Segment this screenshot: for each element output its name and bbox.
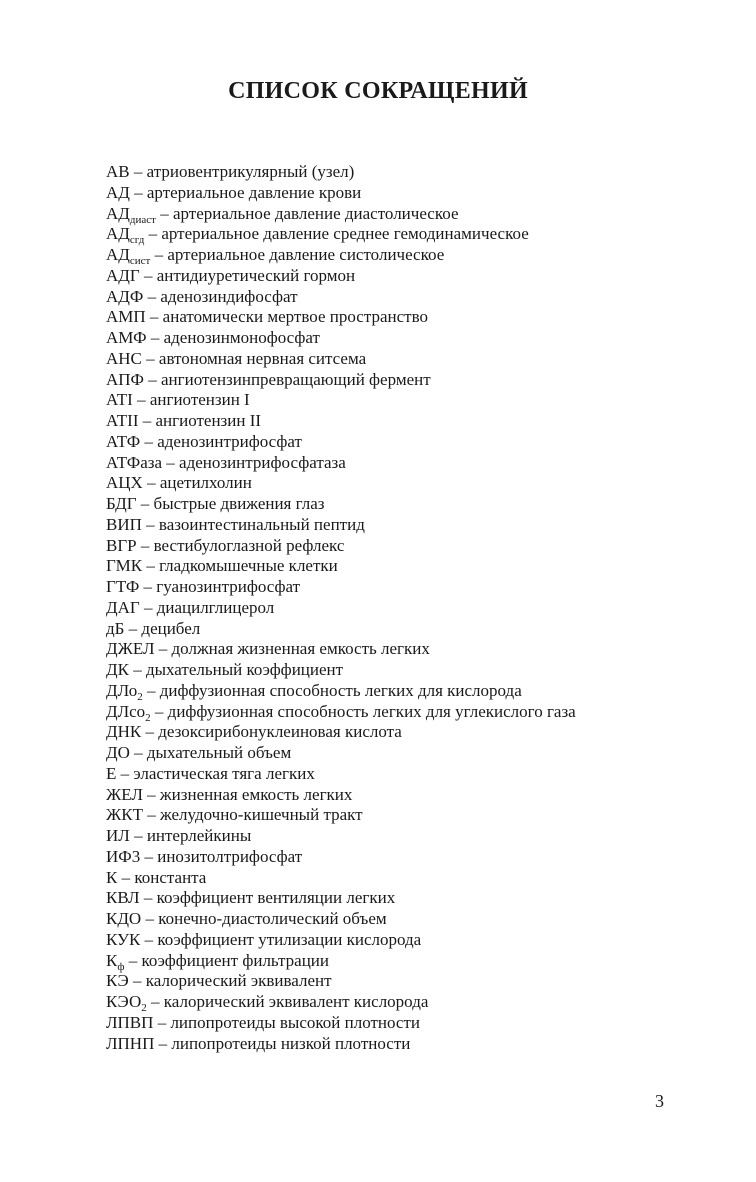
abbreviation-term: ДЛсо	[106, 701, 146, 721]
dash-separator: –	[129, 162, 147, 181]
abbreviation-definition: жизненная емкость легких	[159, 784, 353, 804]
abbreviation-definition: быстрые движения глаз	[153, 494, 325, 513]
abbreviation-definition: аденозинмонофосфат	[163, 328, 320, 347]
abbreviation-term: ДЛо	[106, 680, 138, 700]
abbreviation-entry	[106, 951, 706, 972]
abbreviation-entry	[106, 245, 706, 266]
abbreviation-definition: коэффициент утилизации кислорода	[157, 929, 422, 949]
abbreviation-definition: эластическая тяга легких	[133, 763, 315, 783]
abbreviation-definition: ангиотензин I	[149, 390, 250, 410]
abbreviation-term: ЛПНП	[106, 1033, 155, 1053]
abbreviation-term: АВ	[106, 162, 130, 181]
abbreviation-entry	[106, 785, 706, 806]
abbreviation-definition: ацетилхолин	[159, 473, 252, 493]
dash-separator: –	[150, 245, 168, 264]
abbreviation-definition: аденозинтрифосфат	[157, 431, 302, 451]
dash-separator: –	[155, 203, 173, 223]
dash-separator: –	[143, 369, 161, 389]
abbreviation-entry	[106, 598, 706, 619]
dash-separator: –	[146, 328, 164, 347]
page-number: 3	[655, 1091, 664, 1111]
dash-separator: –	[129, 743, 147, 762]
dash-separator: –	[140, 929, 158, 949]
dash-separator: –	[142, 473, 160, 493]
abbreviation-definition: коэффициент вентиляции легких	[156, 888, 396, 908]
dash-separator: –	[124, 618, 142, 638]
dash-separator: –	[142, 784, 160, 804]
abbreviation-entry	[106, 702, 706, 723]
abbreviation-term: АДГ	[106, 265, 140, 285]
abbreviation-definition: константа	[134, 867, 207, 887]
abbreviation-entry	[106, 328, 706, 349]
abbreviation-term: АД	[106, 245, 130, 264]
abbreviation-definition: диацилглицерол	[156, 597, 275, 617]
dash-separator: –	[141, 348, 159, 368]
abbreviation-term: АМП	[106, 307, 146, 327]
abbreviation-entry	[106, 660, 706, 681]
abbreviation-definition: артериальное давление крови	[146, 182, 362, 202]
abbreviation-subscript: диаст	[129, 213, 156, 226]
abbreviation-definition: децибел	[141, 618, 201, 638]
dash-separator: –	[142, 680, 160, 700]
abbreviation-entry	[106, 1013, 706, 1034]
abbreviation-term: КВЛ	[106, 888, 140, 908]
abbreviation-definition: ангиотензинпревращающий фермент	[160, 369, 431, 389]
dash-separator: –	[153, 1012, 171, 1032]
abbreviation-definition: дезоксирибонуклеиновая кислота	[158, 722, 402, 742]
dash-separator: –	[124, 950, 142, 970]
abbreviation-definition: антидиуретический гормон	[156, 265, 356, 285]
abbreviation-definition: вазоинтестинальный пептид	[158, 514, 365, 534]
abbreviation-term: Е	[106, 763, 117, 783]
abbreviation-term: АНС	[106, 348, 142, 368]
abbreviation-entry	[106, 349, 706, 370]
abbreviation-entry	[106, 888, 706, 909]
dash-separator: –	[136, 494, 154, 513]
abbreviation-entry	[106, 432, 706, 453]
abbreviation-term: КДО	[106, 909, 142, 928]
dash-separator: –	[144, 224, 162, 244]
abbreviation-term: КЭ	[106, 971, 129, 991]
abbreviation-entry	[106, 722, 706, 743]
abbreviation-entry	[106, 992, 706, 1013]
abbreviation-definition: гладкомышечные клетки	[159, 556, 338, 576]
abbreviation-definition: липопротеиды низкой плотности	[171, 1033, 411, 1053]
abbreviation-definition: вестибулоглазной рефлекс	[153, 535, 345, 555]
abbreviation-subscript: 2	[145, 711, 151, 724]
abbreviation-term: АТII	[106, 411, 139, 430]
dash-separator: –	[154, 1033, 172, 1053]
abbreviation-subscript: 2	[141, 1002, 147, 1014]
dash-separator: –	[145, 307, 163, 327]
abbreviation-definition: желудочно-кишечный тракт	[159, 805, 363, 825]
abbreviation-term: ДО	[106, 743, 130, 762]
abbreviation-term: АТI	[106, 390, 133, 410]
abbreviation-term: ДЖЕЛ	[106, 639, 155, 659]
abbreviation-term: ЖКТ	[106, 805, 143, 825]
abbreviation-term: ИФ3	[106, 846, 141, 866]
dash-separator: –	[141, 909, 159, 928]
dash-separator: –	[140, 846, 158, 866]
abbreviation-term: ГМК	[106, 556, 143, 576]
abbreviation-definition: диффузионная способность легких для кислорода	[159, 680, 522, 700]
abbreviation-entry	[106, 681, 706, 702]
dash-separator: –	[142, 556, 160, 576]
dash-separator: –	[139, 577, 157, 596]
dash-separator: –	[129, 826, 147, 845]
abbreviation-entry	[106, 390, 706, 411]
abbreviation-subscript: сгд	[129, 234, 145, 247]
abbreviation-entry	[106, 204, 706, 225]
dash-separator: –	[136, 535, 154, 555]
abbreviation-term: ГТФ	[106, 577, 140, 596]
abbreviation-term: К	[106, 867, 118, 887]
abbreviation-definition: конечно-диастолический объем	[158, 909, 387, 928]
dash-separator: –	[139, 597, 157, 617]
abbreviation-definition: атриовентрикулярный (узел)	[146, 162, 355, 181]
dash-separator: –	[128, 971, 146, 991]
abbreviation-entry	[106, 909, 706, 930]
abbreviation-entry	[106, 536, 706, 557]
abbreviation-term: АПФ	[106, 369, 144, 389]
abbreviation-definition: инозитолтрифосфат	[157, 846, 303, 866]
abbreviation-definition: дыхательный объем	[146, 743, 292, 762]
abbreviation-definition: аденозиндифосфат	[160, 286, 298, 306]
dash-separator: –	[117, 867, 135, 887]
dash-separator: –	[140, 431, 158, 451]
abbreviation-entry	[106, 287, 706, 308]
dash-separator: –	[116, 763, 134, 783]
page-title: СПИСОК СОКРАЩЕНИЙ	[228, 78, 528, 104]
abbreviation-definition: гуанозинтрифосфат	[156, 577, 301, 596]
abbreviation-subscript: ф	[117, 960, 125, 973]
dash-separator: –	[150, 701, 168, 721]
dash-separator: –	[139, 888, 157, 908]
abbreviation-term: ИЛ	[106, 826, 130, 845]
abbreviation-definition: калорический эквивалент кислорода	[163, 992, 429, 1011]
abbreviation-entry	[106, 266, 706, 287]
abbreviation-term: ЛПВП	[106, 1012, 154, 1032]
abbreviation-entry	[106, 411, 706, 432]
abbreviation-entry	[106, 556, 706, 577]
abbreviation-definition: липопротеиды высокой плотности	[170, 1012, 421, 1032]
abbreviation-list	[106, 162, 706, 1054]
abbreviation-term: дБ	[106, 618, 125, 638]
abbreviation-entry	[106, 847, 706, 868]
dash-separator: –	[128, 660, 146, 679]
abbreviation-definition: артериальное давление среднее гемодинамическое	[161, 224, 529, 244]
abbreviation-entry	[106, 930, 706, 951]
dash-separator: –	[141, 722, 159, 742]
abbreviation-entry	[106, 494, 706, 515]
abbreviation-entry	[106, 619, 706, 640]
abbreviation-term: АЦХ	[106, 473, 143, 493]
dash-separator: –	[154, 639, 172, 659]
abbreviation-term: ДАГ	[106, 597, 140, 617]
abbreviation-term: ДК	[106, 660, 129, 679]
abbreviation-term: АТФ	[106, 431, 141, 451]
abbreviation-entry	[106, 453, 706, 474]
abbreviation-term: ВИП	[106, 514, 142, 534]
abbreviation-definition: должная жизненная емкость легких	[171, 639, 430, 659]
abbreviation-definition: ангиотензин II	[155, 411, 262, 430]
abbreviation-entry	[106, 743, 706, 764]
dash-separator: –	[139, 265, 157, 285]
abbreviation-term: К	[106, 950, 118, 970]
abbreviation-term: ВГР	[106, 535, 137, 555]
abbreviation-entry	[106, 639, 706, 660]
abbreviation-definition: автономная нервная ситсема	[158, 348, 367, 368]
abbreviation-term: АТФаза	[106, 452, 163, 472]
dash-separator: –	[146, 992, 164, 1011]
abbreviation-definition: артериальное давление диастолическое	[172, 203, 459, 223]
abbreviation-entry	[106, 577, 706, 598]
abbreviation-definition: аденозинтрифосфатаза	[179, 452, 346, 472]
abbreviation-entry	[106, 805, 706, 826]
abbreviation-entry	[106, 162, 706, 183]
dash-separator: –	[132, 390, 150, 410]
abbreviation-term: ДНК	[106, 722, 142, 742]
abbreviation-term: АД	[106, 203, 130, 223]
abbreviation-entry	[106, 473, 706, 494]
abbreviation-entry	[106, 971, 706, 992]
abbreviation-term: АДФ	[106, 286, 144, 306]
abbreviation-definition: коэффициент фильтрации	[141, 950, 330, 970]
abbreviation-definition: артериальное давление систолическое	[167, 245, 445, 264]
abbreviation-entry	[106, 224, 706, 245]
dash-separator: –	[142, 805, 160, 825]
abbreviation-entry	[106, 868, 706, 889]
abbreviation-entry	[106, 307, 706, 328]
abbreviation-definition: диффузионная способность легких для углекислого газа	[167, 701, 576, 721]
abbreviation-entry	[106, 826, 706, 847]
dash-separator: –	[138, 411, 156, 430]
abbreviation-term: БДГ	[106, 494, 137, 513]
abbreviation-definition: калорический эквивалент	[145, 971, 332, 991]
dash-separator: –	[129, 182, 147, 202]
abbreviation-term: АД	[106, 182, 130, 202]
abbreviation-term: КУК	[106, 929, 141, 949]
abbreviation-term: АМФ	[106, 328, 147, 347]
dash-separator: –	[141, 514, 159, 534]
dash-separator: –	[162, 452, 180, 472]
abbreviation-definition: анатомически мертвое пространство	[162, 307, 428, 327]
abbreviation-entry	[106, 370, 706, 391]
abbreviation-definition: интерлейкины	[146, 826, 252, 845]
abbreviation-entry	[106, 515, 706, 536]
abbreviation-entry	[106, 764, 706, 785]
abbreviation-term: АД	[106, 224, 130, 244]
abbreviation-entry	[106, 183, 706, 204]
abbreviation-subscript: 2	[137, 690, 143, 703]
dash-separator: –	[143, 286, 161, 306]
abbreviation-term: КЭО	[106, 992, 142, 1011]
abbreviation-definition: дыхательный коэффициент	[145, 660, 344, 679]
abbreviation-subscript: сист	[129, 255, 151, 267]
abbreviation-entry	[106, 1034, 706, 1055]
abbreviation-term: ЖЕЛ	[106, 784, 143, 804]
